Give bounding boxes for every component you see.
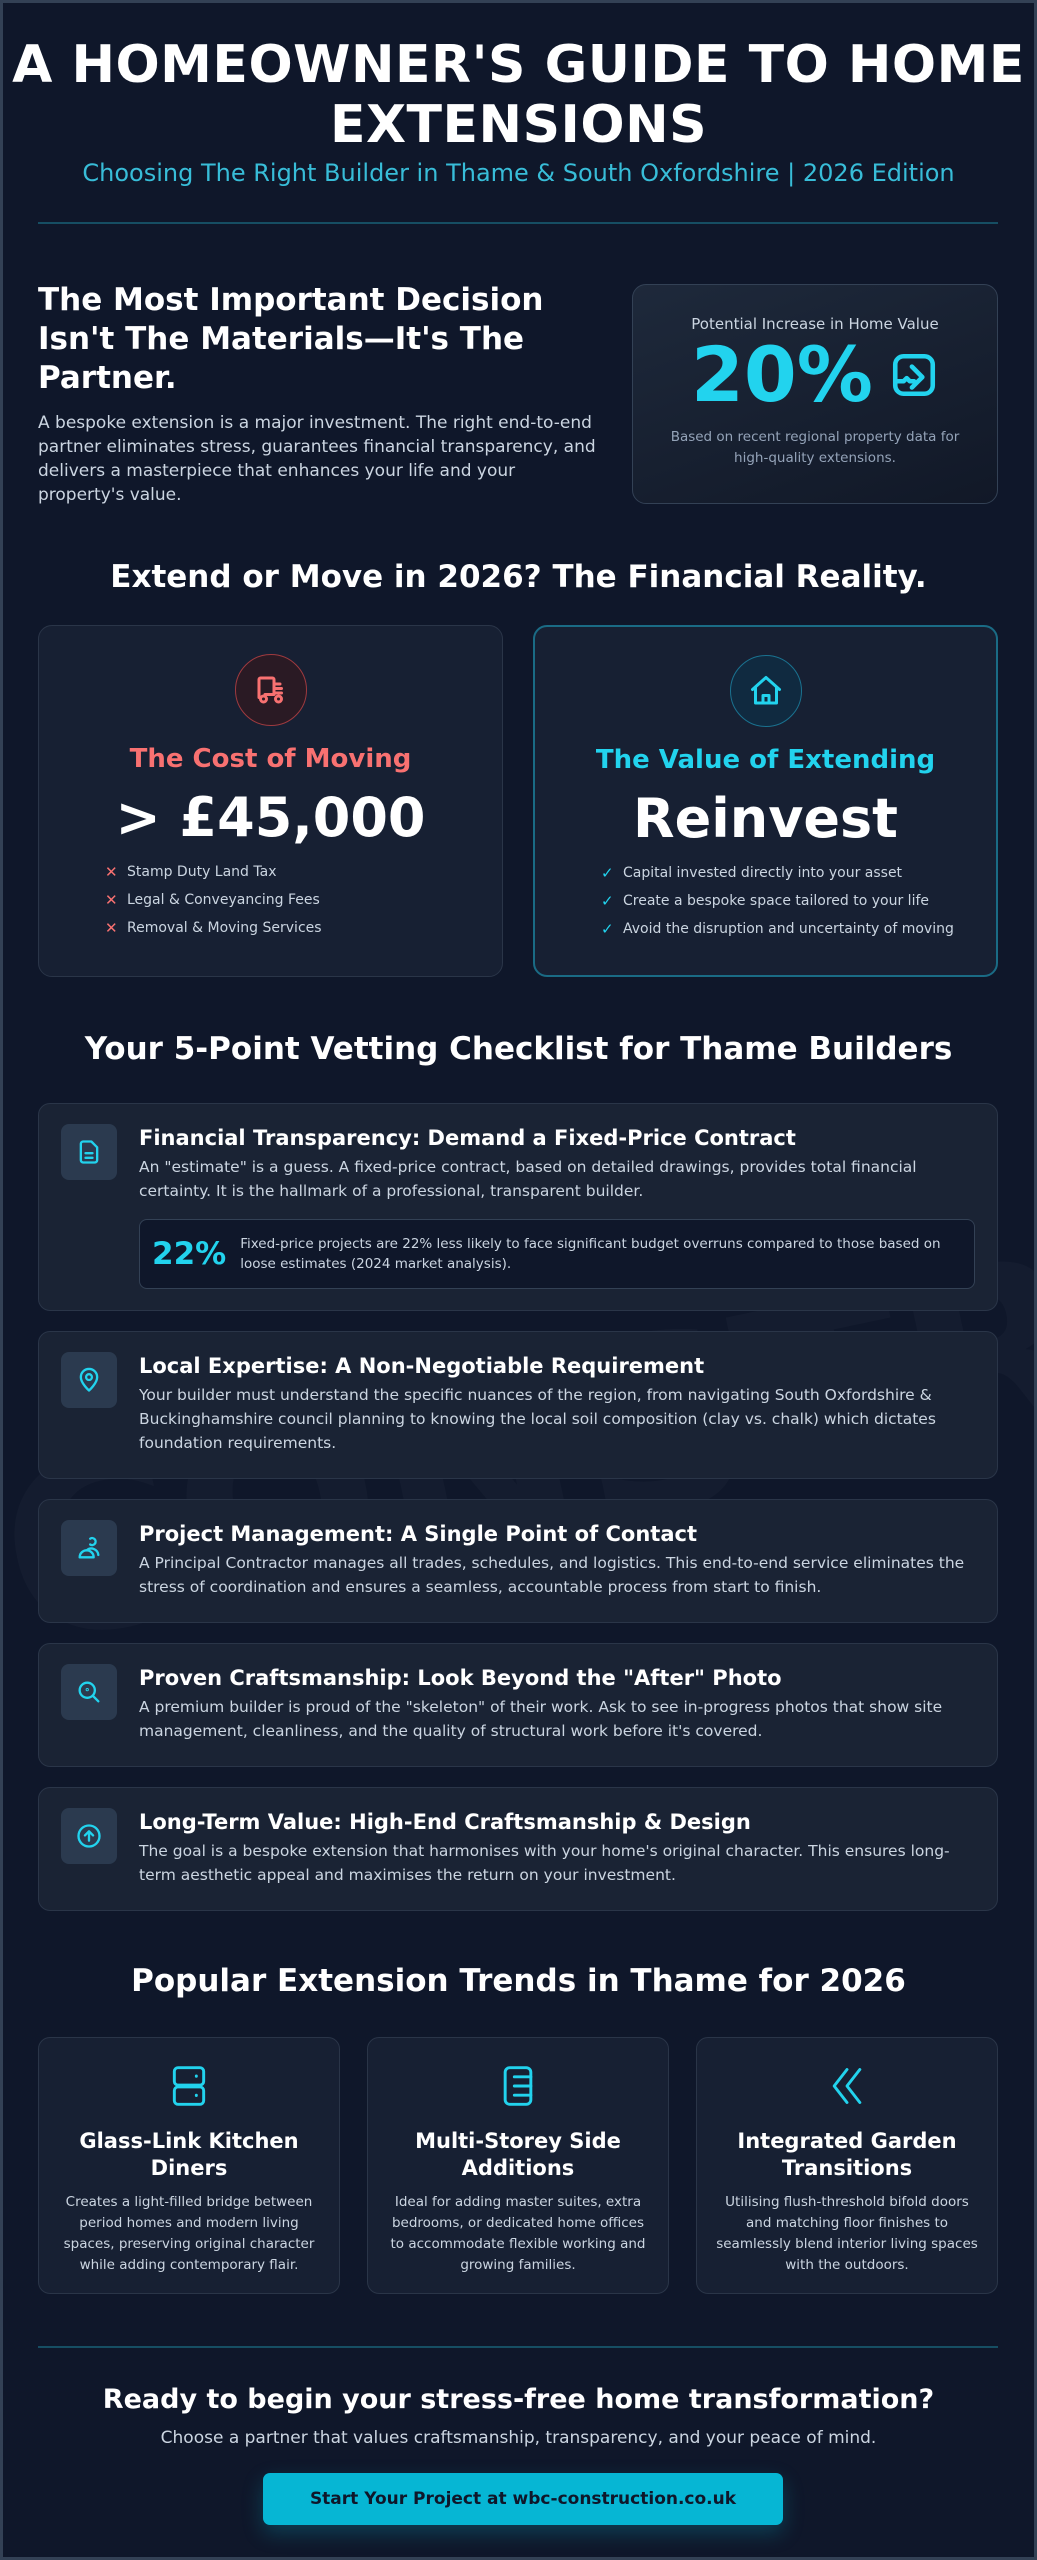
footer-divider: [38, 2346, 998, 2348]
checklist-item-long-term-value: [38, 1787, 998, 1911]
fixed-price-stat-callout: [139, 1219, 975, 1289]
extending-benefit-list: [601, 863, 961, 939]
check-icon: ✓: [601, 864, 614, 882]
checklist-item-desc: An "estimate" is a guess. A fixed-price contract, based on detailed drawings, provides total financial certainty. It is the hallmark of a professional, transparent builder.: [139, 1158, 917, 1200]
list-item: [105, 890, 465, 910]
list-item-text: Legal & Conveyancing Fees: [127, 892, 320, 908]
page-title: A HOMEOWNER'S GUIDE TO HOME EXTENSIONS: [12, 35, 1025, 155]
infographic-page: [3, 3, 1034, 2557]
checklist-item-desc: A Principal Contractor manages all trades, schedules, and logistics. This end-to-end service eliminates the stress of coordination and ensures a seamless, accountable process from start to finish.: [139, 1554, 965, 1596]
cross-icon: ✕: [105, 863, 118, 881]
stat-note: Based on recent regional property data for high-quality extensions.: [670, 429, 960, 466]
home-value-stat-card: [632, 284, 998, 504]
icon-tile: [61, 1808, 117, 1864]
list-item-text: Avoid the disruption and uncertainty of moving: [623, 921, 954, 937]
checklist-item-title: Local Expertise: A Non-Negotiable Requirement: [139, 1354, 705, 1378]
moving-cost-list: [105, 862, 465, 938]
stacked-units-icon: [167, 2064, 211, 2108]
header-divider: [38, 222, 998, 224]
trends-section-title: Popular Extension Trends in Thame for 2026: [131, 1963, 906, 1999]
list-item-text: Removal & Moving Services: [127, 920, 322, 936]
intro-body: A bespoke extension is a major investment. The right end-to-end partner eliminates stress, guarantees financial transparency, and delivers a masterpiece that enhances your life and your property's value.: [38, 413, 596, 505]
list-item: [601, 919, 961, 939]
checklist-item-title: Project Management: A Single Point of Contact: [139, 1522, 697, 1546]
checklist-item-local-expertise: [38, 1331, 998, 1479]
checklist-item-title: Financial Transparency: Demand a Fixed-Price Contract: [139, 1126, 796, 1150]
extending-title: The Value of Extending: [595, 745, 936, 775]
list-item-text: Stamp Duty Land Tax: [127, 864, 277, 880]
trend-title: Integrated Garden Transitions: [737, 2129, 957, 2180]
extending-value: Reinvest: [633, 787, 898, 850]
trend-desc: Utilising flush-threshold bifold doors and matching floor finishes to seamlessly blend interior living spaces with the outdoors.: [716, 2194, 978, 2273]
cost-of-moving-card: [38, 625, 503, 977]
checklist-section-title: Your 5-Point Vetting Checklist for Thame Builders: [84, 1031, 953, 1067]
icon-tile: [61, 1124, 117, 1180]
list-item: [601, 863, 961, 883]
checklist-item-desc: A premium builder is proud of the "skeleton" of their work. Ask to see in-progress photos that show site management, cleanliness, and the quality of structural work before it's covered.: [139, 1698, 943, 1740]
value-of-extending-card: [533, 625, 998, 977]
checklist-item-project-management: [38, 1499, 998, 1623]
location-pin-icon: [75, 1366, 103, 1394]
checklist-item-financial-transparency: [38, 1103, 998, 1311]
trend-title: Glass-Link Kitchen Diners: [79, 2129, 299, 2180]
moving-truck-icon: [253, 672, 289, 708]
moving-title: The Cost of Moving: [129, 744, 412, 774]
extending-icon-badge: [730, 655, 802, 727]
checklist-item-title: Long-Term Value: High-End Craftsmanship & Design: [139, 1810, 751, 1834]
start-project-button[interactable]: Start Your Project at wbc-construction.co.uk: [263, 2473, 783, 2525]
callout-text: Fixed-price projects are 22% less likely to face significant budget overruns compared to those based on loose estimates (2024 market analysis).: [240, 1236, 941, 1272]
magnifier-icon: [75, 1678, 103, 1706]
icon-tile: [61, 1520, 117, 1576]
trend-desc: Creates a light-filled bridge between period homes and modern living spaces, preserving original character while adding contemporary flair.: [63, 2194, 315, 2273]
callout-value: 22%: [152, 1236, 227, 1272]
stat-value: 20%: [691, 330, 873, 419]
compare-section-title: Extend or Move in 2026? The Financial Reality.: [110, 559, 927, 595]
stat-label: Potential Increase in Home Value: [691, 315, 939, 333]
arrow-up-circle-icon: [75, 1822, 103, 1850]
list-item: [105, 918, 465, 938]
document-icon: [75, 1138, 103, 1166]
icon-tile: [61, 1352, 117, 1408]
cta-subtext: Choose a partner that values craftsmanship, transparency, and your peace of mind.: [160, 2428, 877, 2448]
check-icon: ✓: [601, 920, 614, 938]
checklist-item-desc: Your builder must understand the specific nuances of the region, from navigating South Oxfordshire & Buckinghamshire council planning to knowing the local soil composition (clay vs. chalk) which dictates foundation requirements.: [139, 1386, 936, 1452]
trend-title: Multi-Storey Side Additions: [415, 2129, 621, 2180]
list-item-text: Create a bespoke space tailored to your life: [623, 893, 930, 909]
cta-heading: Ready to begin your stress-free home transformation?: [102, 2384, 935, 2415]
trend-card-multi-storey: [367, 2037, 669, 2294]
icon-tile: [61, 1664, 117, 1720]
checklist-item-desc: The goal is a bespoke extension that harmonises with your home's original character. This ensures long-term aesthetic appeal and maximises the return on your investment.: [139, 1842, 950, 1884]
value-up-icon: [889, 350, 939, 400]
list-item: [601, 891, 961, 911]
intro-heading: The Most Important Decision Isn't The Materials—It's The Partner.: [38, 282, 544, 396]
checklist-item-title: Proven Craftsmanship: Look Beyond the "After" Photo: [139, 1666, 782, 1690]
moving-icon-badge: [235, 654, 307, 726]
moving-cost-value: > £45,000: [115, 786, 426, 849]
page-subtitle: Choosing The Right Builder in Thame & South Oxfordshire | 2026 Edition: [82, 159, 955, 187]
multi-storey-icon: [496, 2064, 540, 2108]
list-item-text: Capital invested directly into your asset: [623, 865, 903, 881]
contact-person-icon: [75, 1534, 103, 1562]
cross-icon: ✕: [105, 891, 118, 909]
house-icon: [748, 673, 784, 709]
check-icon: ✓: [601, 892, 614, 910]
trend-card-glass-link: [38, 2037, 340, 2294]
trend-card-garden-transitions: [696, 2037, 998, 2294]
double-chevron-left-icon: [825, 2064, 869, 2108]
checklist-item-proven-craftsmanship: [38, 1643, 998, 1767]
cross-icon: ✕: [105, 919, 118, 937]
list-item: [105, 862, 465, 882]
trend-desc: Ideal for adding master suites, extra bedrooms, or dedicated home offices to accommodate flexible working and growing families.: [390, 2194, 646, 2273]
